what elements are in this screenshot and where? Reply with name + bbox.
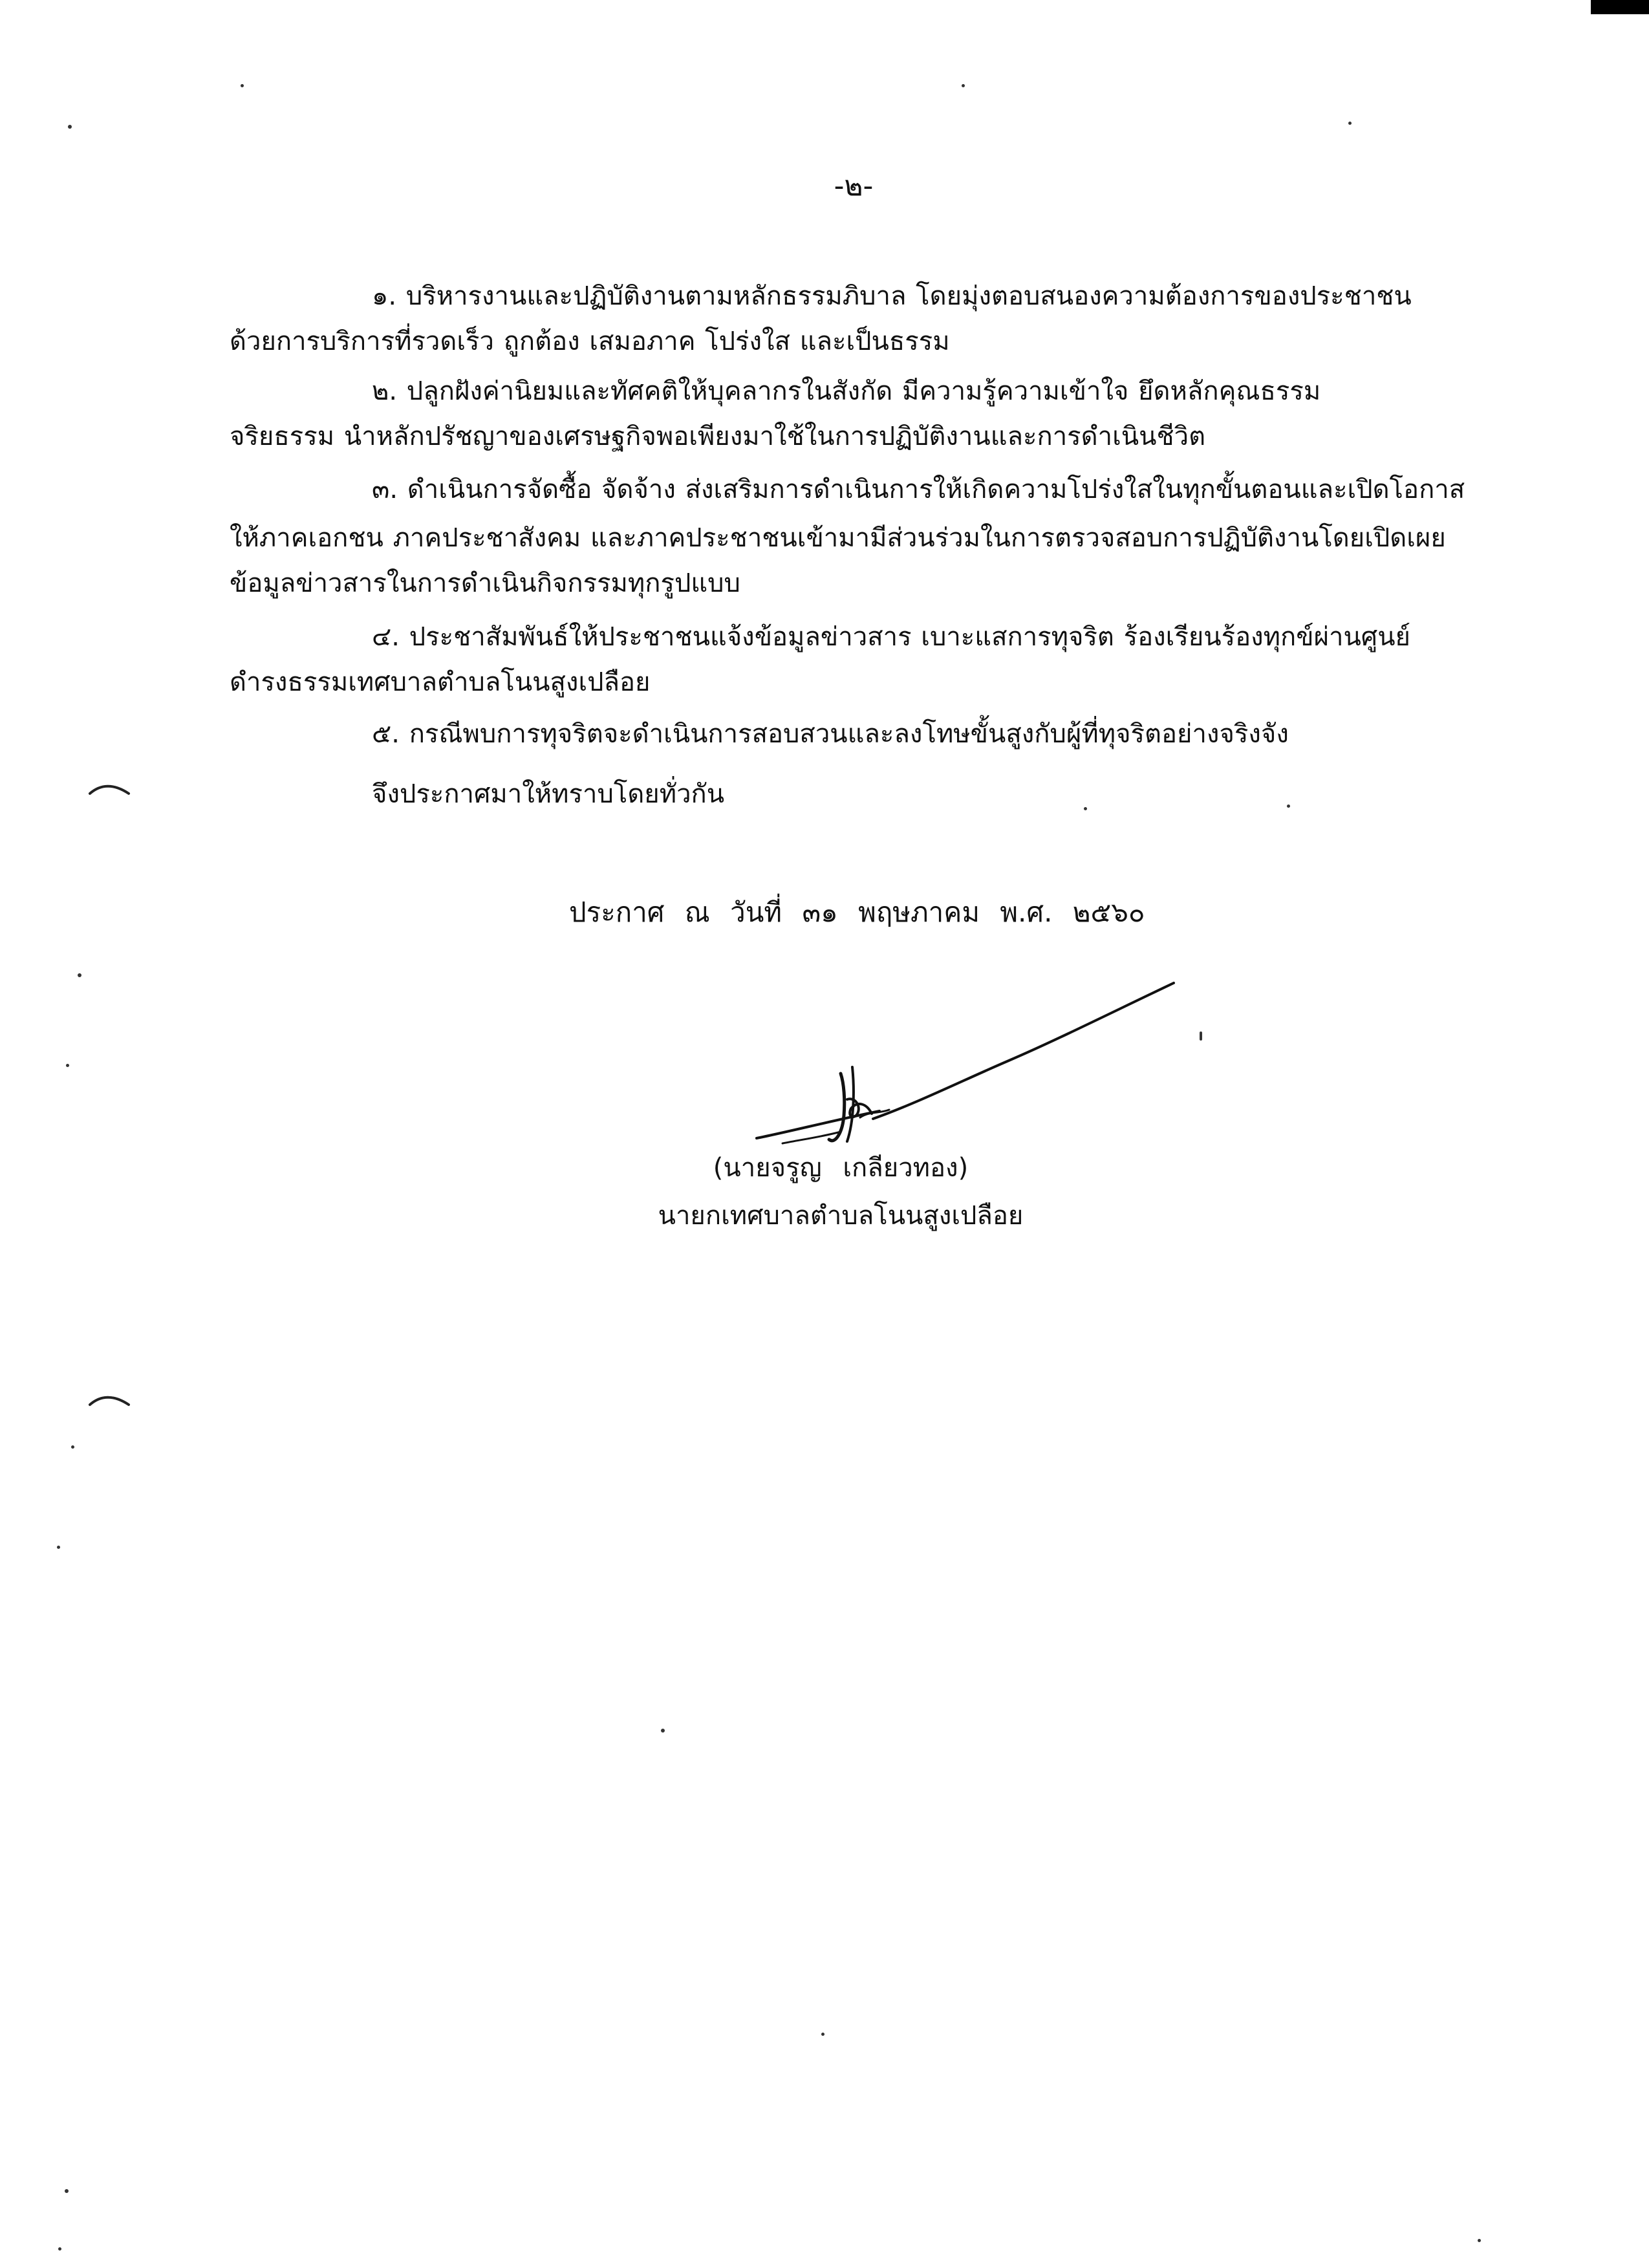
signer-name: (นายจรูญ เกลียวทอง)	[713, 1153, 969, 1183]
page-number: -๒-	[834, 169, 874, 202]
scan-speck	[57, 1546, 60, 1549]
scan-speck	[66, 1064, 69, 1067]
handwritten-signature	[685, 970, 1177, 1164]
item-3-first-line: ๓. ดำเนินการจัดซื้อ จัดจ้าง ส่งเสริมการดำเนินการให้เกิดความโปร่งใสในทุกขั้นตอนและเปิดโอกาส	[372, 475, 1465, 504]
scan-speck	[71, 1445, 74, 1449]
signer-title: นายกเทศบาลตำบลโนนสูงเปลือย	[658, 1201, 1024, 1231]
scan-speck	[1084, 807, 1087, 810]
scan-speck	[68, 125, 72, 129]
scan-speck	[962, 84, 965, 87]
item-3-continuation-2: ข้อมูลข่าวสารในการดำเนินกิจกรรมทุกรูปแบบ	[230, 568, 740, 598]
closing-statement: จึงประกาศมาให้ทราบโดยทั่วกัน	[372, 779, 725, 809]
item-2-continuation-1: จริยธรรม นำหลักปรัชญาของเศรษฐกิจพอเพียงมาใช้ในการปฏิบัติงานและการดำเนินชีวิต	[230, 422, 1206, 451]
scan-speck	[1348, 122, 1352, 125]
scan-speck	[821, 2033, 824, 2036]
scan-speck	[1287, 805, 1290, 808]
scan-speck	[78, 973, 81, 977]
item-1-continuation-1: ด้วยการบริการที่รวดเร็ว ถูกต้อง เสมอภาค โปร่งใส และเป็นธรรม	[230, 327, 950, 356]
scan-speck	[65, 2189, 69, 2193]
item-1-first-line: ๑. บริหารงานและปฏิบัติงานตามหลักธรรมภิบาล โดยมุ่งตอบสนองความต้องการของประชาชน	[372, 281, 1412, 311]
scan-speck	[1478, 2239, 1481, 2242]
item-4-continuation-1: ดำรงธรรมเทศบาลตำบลโนนสูงเปลือย	[230, 667, 651, 697]
item-5-first-line: ๕. กรณีพบการทุจริตจะดำเนินการสอบสวนและลงโทษขั้นสูงกับผู้ที่ทุจริตอย่างจริงจัง	[372, 719, 1289, 749]
announcement-date: ประกาศ ณ วันที่ ๓๑ พฤษภาคม พ.ศ. ๒๕๖๐	[569, 896, 1145, 928]
scan-speck	[58, 2247, 61, 2251]
scan-speck	[661, 1729, 665, 1733]
scan-artifact-arc	[87, 1390, 133, 1410]
scan-corner-mark	[1591, 0, 1649, 14]
scan-artifact-arc	[87, 779, 133, 799]
item-2-first-line: ๒. ปลูกฝังค่านิยมและทัศคติให้บุคลากรในสังกัด มีความรู้ความเข้าใจ ยึดหลักคุณธรรม	[372, 376, 1321, 406]
scan-speck	[241, 84, 244, 87]
scan-speck	[1200, 1031, 1202, 1041]
item-3-continuation-1: ให้ภาคเอกชน ภาคประชาสังคม และภาคประชาชนเข้ามามีส่วนร่วมในการตรวจสอบการปฏิบัติงานโดยเปิดเผย	[230, 523, 1446, 553]
item-4-first-line: ๔. ประชาสัมพันธ์ให้ประชาชนแจ้งข้อมูลข่าวสาร เบาะแสการทุจริต ร้องเรียนร้องทุกข์ผ่านศูนย์	[372, 622, 1410, 652]
